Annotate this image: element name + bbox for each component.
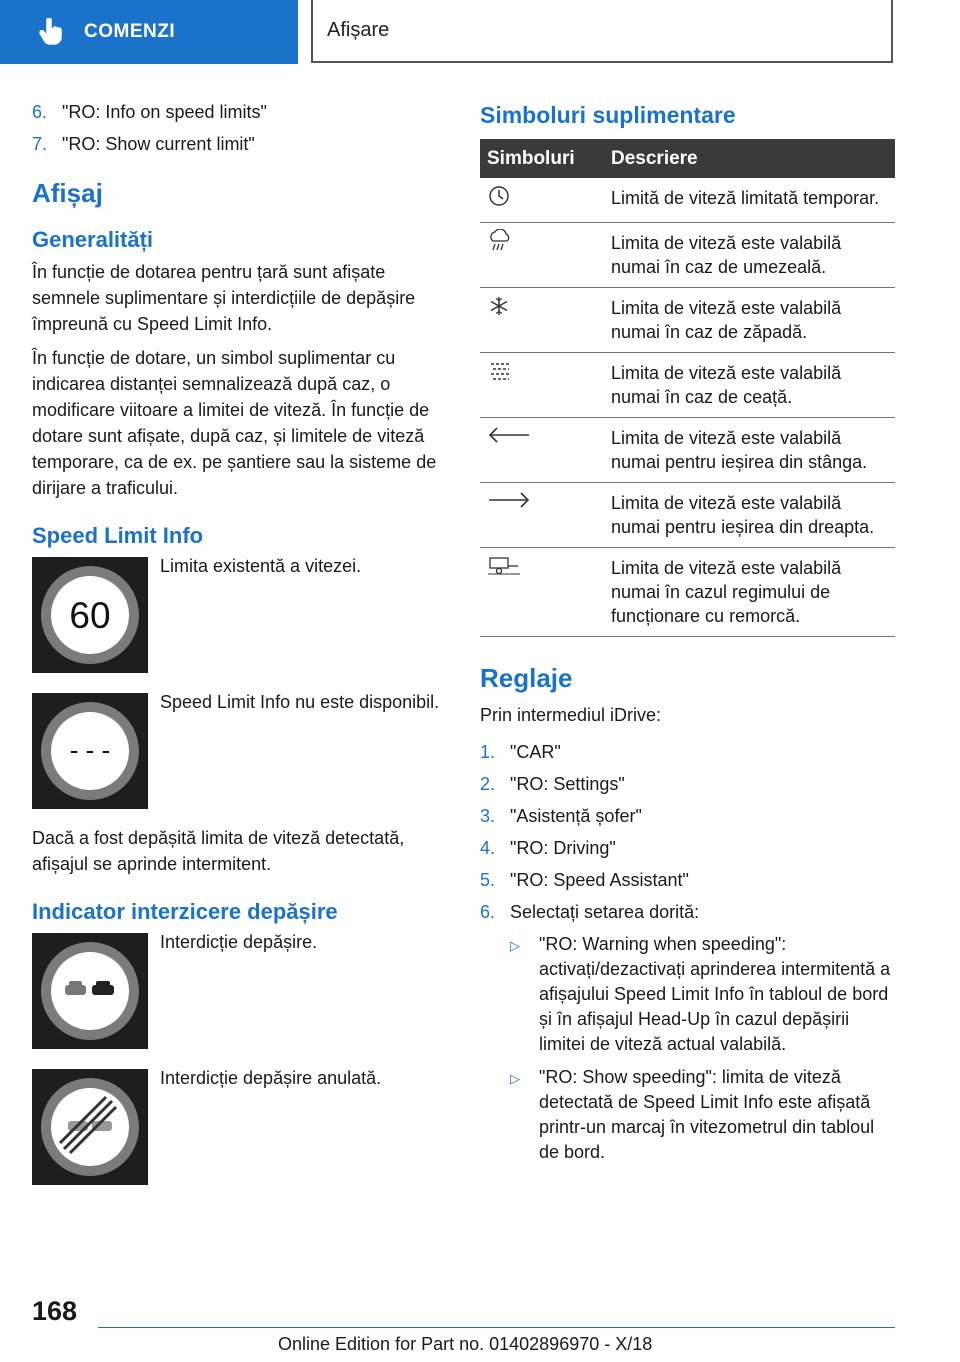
section-header [311, 0, 893, 63]
column-header-description: Descriere [604, 139, 895, 178]
table-header-row [480, 139, 895, 178]
menu-steps-continued [32, 100, 450, 156]
row-description: Limita de viteză este valabilă numai pentru ieșirea din stânga. [604, 418, 895, 483]
arrow-left-icon [487, 430, 531, 450]
table-row [480, 288, 895, 353]
list-text: "RO: Driving" [510, 838, 616, 858]
page-number: 168 [32, 1296, 78, 1326]
triangle-bullet-icon: ▷ [510, 938, 520, 953]
list-item [480, 804, 895, 828]
list-item [510, 932, 895, 1057]
list-text: "Asistență șofer" [510, 806, 642, 826]
speed-limit-60-icon [32, 557, 148, 673]
row-description: Limita de viteză este valabilă numai în cazul regimului de funcționare cu remorcă. [604, 548, 895, 637]
table-row [480, 548, 895, 637]
list-item [510, 1065, 895, 1165]
heading-no-overtaking: Indicator interzicere depășire [32, 899, 338, 924]
sign-row-unavailable [32, 693, 450, 809]
edition-note: Online Edition for Part no. 01402896970 - X/18 [278, 1334, 653, 1354]
list-number: 5. [480, 870, 496, 890]
list-item [480, 868, 895, 892]
table-row [480, 483, 895, 548]
list-number: 7. [32, 134, 48, 154]
row-description: Limita de viteză este valabilă numai în caz de zăpadă. [604, 288, 895, 353]
chapter-tab[interactable] [0, 0, 298, 64]
list-number: 3. [480, 806, 496, 826]
row-description: Limita de viteză este valabilă numai în caz de ceață. [604, 353, 895, 418]
table-row [480, 223, 895, 288]
chapter-tab-label: COMENZI [84, 21, 176, 42]
list-text: Selectați setarea dorită: [510, 902, 700, 922]
list-item [480, 740, 895, 764]
heading-generalitati: Generalități [32, 227, 154, 252]
paragraph-general-2: În funcție de dotare, un simbol suplimentar cu indicarea distanței semnalizează după caz, o modificare viitoare a limitei de viteză. În funcție de dotare sunt afișate, după caz, și limitele de viteză temporare, ca de ex. pe șantiere sau la sisteme de dirijare a traficului. [32, 348, 437, 498]
speed-limit-placeholder: - - - [69, 735, 111, 765]
sign-row-no-overtaking-end [32, 1069, 450, 1185]
list-item [480, 900, 895, 924]
triangle-bullet-icon: ▷ [510, 1071, 520, 1086]
paragraph-flashing: Dacă a fost depășită limita de viteză detectată, afișajul se aprinde intermitent. [32, 828, 405, 874]
row-description: Limita de viteză este valabilă numai în caz de umezeală. [604, 223, 895, 288]
left-column [32, 100, 450, 1205]
right-column [480, 100, 895, 1173]
speed-limit-value: 60 [69, 595, 111, 636]
list-number: 2. [480, 774, 496, 794]
sign-row-no-overtaking [32, 933, 450, 1049]
no-overtaking-icon [32, 933, 148, 1049]
list-text: "CAR" [510, 742, 561, 762]
settings-steps [480, 740, 895, 924]
footer-divider [98, 1327, 895, 1328]
list-text: "RO: Settings" [510, 774, 625, 794]
arrow-right-icon [487, 495, 531, 515]
sign-caption: Interdicție depășire anulată. [160, 1068, 382, 1088]
snowflake-icon [487, 302, 511, 322]
option-text: "RO: Warning when speeding": activați/dezactivați aprinderea intermitentă a afișajului Speed Limit Info în tabloul de bord și în afișajul Head-Up în cazul depășirii limitei de viteză actual valabilă. [539, 934, 891, 1054]
list-number: 4. [480, 838, 496, 858]
sign-caption: Limita existentă a vitezei. [160, 556, 362, 576]
list-item [32, 132, 450, 156]
table-row [480, 353, 895, 418]
table-row [480, 178, 895, 223]
list-item [32, 100, 450, 124]
list-item [480, 772, 895, 796]
no-overtaking-end-icon [32, 1069, 148, 1185]
sign-caption: Speed Limit Info nu este disponibil. [160, 692, 440, 712]
trailer-icon [487, 560, 521, 580]
speed-limit-unavailable-icon [32, 693, 148, 809]
reglaje-intro: Prin intermediul iDrive: [480, 705, 662, 725]
list-number: 6. [480, 902, 496, 922]
list-item [480, 836, 895, 860]
heading-reglaje: Reglaje [480, 663, 573, 693]
list-number: 6. [32, 102, 48, 122]
heading-speed-limit-info: Speed Limit Info [32, 523, 204, 548]
column-header-symbols: Simboluri [480, 139, 604, 178]
row-description: Limită de viteză limitată temporar. [604, 178, 895, 223]
heading-additional-symbols: Simboluri suplimentare [480, 102, 736, 128]
paragraph-general-1: În funcție de dotarea pentru țară sunt afișate semnele suplimentare și interdicțiile de depășire împreună cu Speed Limit Info. [32, 262, 416, 334]
sign-row-speed-limit [32, 557, 450, 673]
settings-options [510, 932, 895, 1165]
rain-cloud-icon [487, 237, 513, 257]
section-title: Afișare [327, 19, 390, 41]
symbols-table [480, 139, 895, 637]
row-description: Limita de viteză este valabilă numai pentru ieșirea din dreapta. [604, 483, 895, 548]
table-row [480, 418, 895, 483]
list-text: "RO: Show current limit" [62, 134, 255, 154]
fog-icon [487, 367, 515, 387]
list-number: 1. [480, 742, 496, 762]
clock-icon [487, 192, 511, 212]
option-text: "RO: Show speeding": limita de viteză detectată de Speed Limit Info este afișată printr-un marcaj în vitezometrul din tabloul de bord. [539, 1067, 875, 1162]
sign-caption: Interdicție depășire. [160, 932, 318, 952]
hand-pointer-icon [36, 17, 66, 47]
heading-afisaj: Afișaj [32, 178, 103, 208]
list-text: "RO: Speed Assistant" [510, 870, 689, 890]
list-text: "RO: Info on speed limits" [62, 102, 267, 122]
